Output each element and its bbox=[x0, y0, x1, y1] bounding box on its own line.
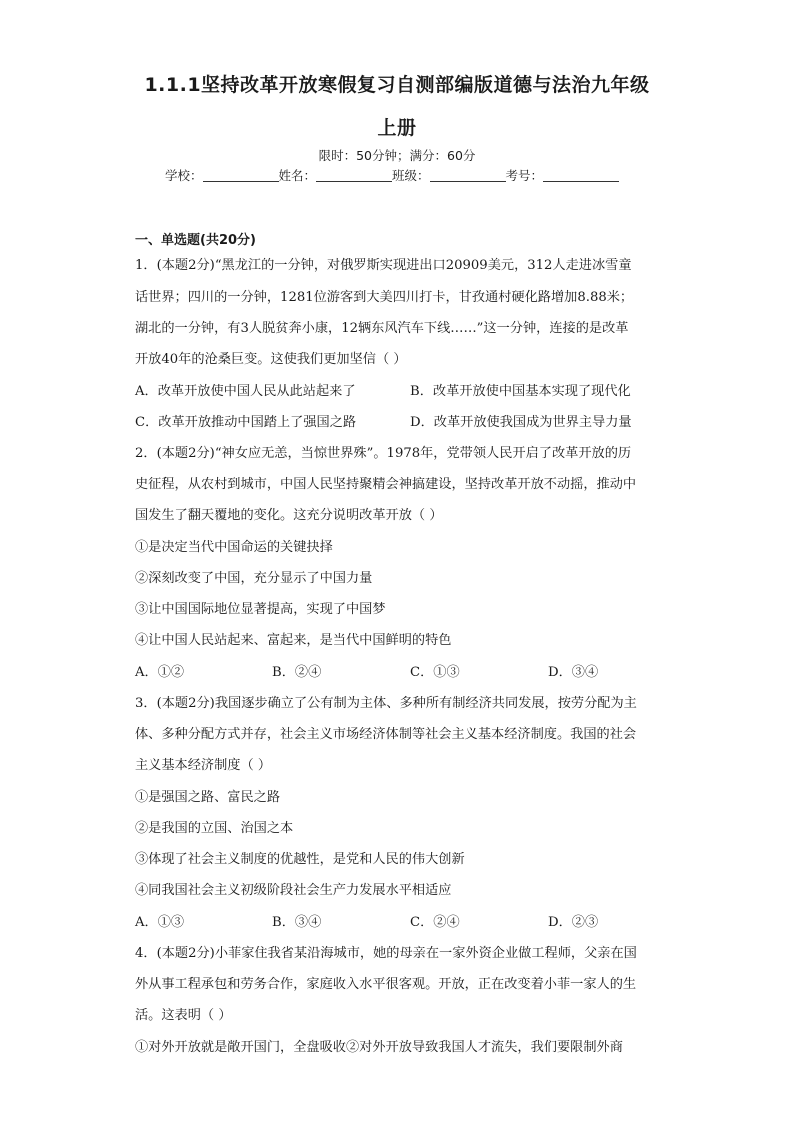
number-label: 考号： bbox=[505, 168, 544, 183]
question-3-option-c[interactable]: C．②④ bbox=[410, 915, 460, 930]
question-3-line-3: 主义基本经济制度（ ） bbox=[135, 758, 272, 773]
question-2-line-2: 史征程，从农村到城市，中国人民坚持聚精会神搞建设，坚持改革开放不动摇，推动中 bbox=[135, 477, 637, 492]
question-1-option-c[interactable]: C．改革开放推动中国踏上了强国之路 bbox=[135, 415, 357, 430]
question-3-line-2: 体、多种分配方式并存，社会主义市场经济体制等社会主义基本经济制度。我国的社会 bbox=[135, 727, 637, 742]
question-3-item-2: ②是我国的立国、治国之本 bbox=[135, 821, 294, 836]
school-field[interactable] bbox=[203, 168, 279, 182]
student-info-row bbox=[165, 166, 619, 184]
question-1-option-a[interactable]: A．改革开放使中国人民从此站起来了 bbox=[135, 384, 356, 399]
question-2-item-1: ①是决定当代中国命运的关键抉择 bbox=[135, 540, 333, 555]
class-field[interactable] bbox=[430, 168, 506, 182]
question-2-option-d[interactable]: D．③④ bbox=[548, 665, 599, 680]
question-2-option-c[interactable]: C．①③ bbox=[410, 665, 460, 680]
question-2-item-4: ④让中国人民站起来、富起来，是当代中国鲜明的特色 bbox=[135, 633, 452, 648]
question-1-line-2: 话世界；四川的一分钟，1281位游客到大美四川打卡，甘孜通村硬化路增加8.88米； bbox=[135, 290, 634, 305]
class-label: 班级： bbox=[392, 168, 430, 183]
question-2-line-1: 2．(本题2分)“神女应无恙，当惊世界殊”。1978年，党带领人民开启了改革开放的历 bbox=[135, 446, 632, 461]
question-3-line-1: 3．(本题2分)我国逐步确立了公有制为主体、多种所有制经济共同发展，按劳分配为主 bbox=[135, 696, 637, 711]
question-3-item-3: ③体现了社会主义制度的优越性，是党和人民的伟大创新 bbox=[135, 852, 465, 867]
question-2-item-2: ②深刻改变了中国，充分显示了中国力量 bbox=[135, 571, 373, 586]
question-2-option-b[interactable]: B．②④ bbox=[272, 665, 322, 680]
question-2-option-a[interactable]: A．①② bbox=[135, 665, 185, 680]
question-2-item-3: ③让中国国际地位显著提高，实现了中国梦 bbox=[135, 602, 386, 617]
question-4-line-1: 4．(本题2分)小菲家住我省某沿海城市，她的母亲在一家外资企业做工程师，父亲在国 bbox=[135, 946, 637, 961]
question-4-item-line: ①对外开放就是敞开国门，全盘吸收②对外开放导致我国人才流失，我们要限制外商 bbox=[135, 1040, 623, 1055]
page-title: 1.1.1坚持改革开放寒假复习自测部编版道德与法治九年级 bbox=[144, 74, 650, 96]
question-2-line-3: 国发生了翻天覆地的变化。这充分说明改革开放（ ） bbox=[135, 508, 443, 523]
question-1-line-3: 湖北的一分钟，有3人脱贫奔小康，12辆东风汽车下线……”这一分钟，连接的是改革 bbox=[135, 321, 629, 336]
question-1-line-4: 开放40年的沧桑巨变。这使我们更加坚信（ ） bbox=[135, 352, 407, 367]
section-title: 一、单选题(共20分) bbox=[135, 233, 256, 248]
number-field[interactable] bbox=[543, 168, 619, 182]
question-1-option-d[interactable]: D．改革开放使我国成为世界主导力量 bbox=[410, 415, 632, 430]
question-4-line-3: 活。这表明（ ） bbox=[135, 1008, 232, 1023]
name-label: 姓名： bbox=[278, 168, 317, 183]
page-title-continued: 上册 bbox=[377, 117, 417, 139]
question-3-option-d[interactable]: D．②③ bbox=[548, 915, 599, 930]
school-label: 学校： bbox=[165, 168, 203, 183]
question-3-option-a[interactable]: A．①③ bbox=[135, 915, 185, 930]
name-field[interactable] bbox=[316, 168, 392, 182]
question-3-option-b[interactable]: B．③④ bbox=[272, 915, 322, 930]
question-3-item-4: ④同我国社会主义初级阶段社会生产力发展水平相适应 bbox=[135, 883, 452, 898]
question-4-line-2: 外从事工程承包和劳务合作，家庭收入水平很客观。开放，正在改变着小菲一家人的生 bbox=[135, 977, 637, 992]
question-3-item-1: ①是强国之路、富民之路 bbox=[135, 790, 281, 805]
time-score-limits: 限时：50分钟；满分：60分 bbox=[318, 148, 476, 163]
question-1-line-1: 1．(本题2分)“黑龙江的一分钟，对俄罗斯实现进出口20909美元，312人走进冰雪童 bbox=[135, 258, 632, 273]
question-1-option-b[interactable]: B．改革开放使中国基本实现了现代化 bbox=[410, 384, 631, 399]
